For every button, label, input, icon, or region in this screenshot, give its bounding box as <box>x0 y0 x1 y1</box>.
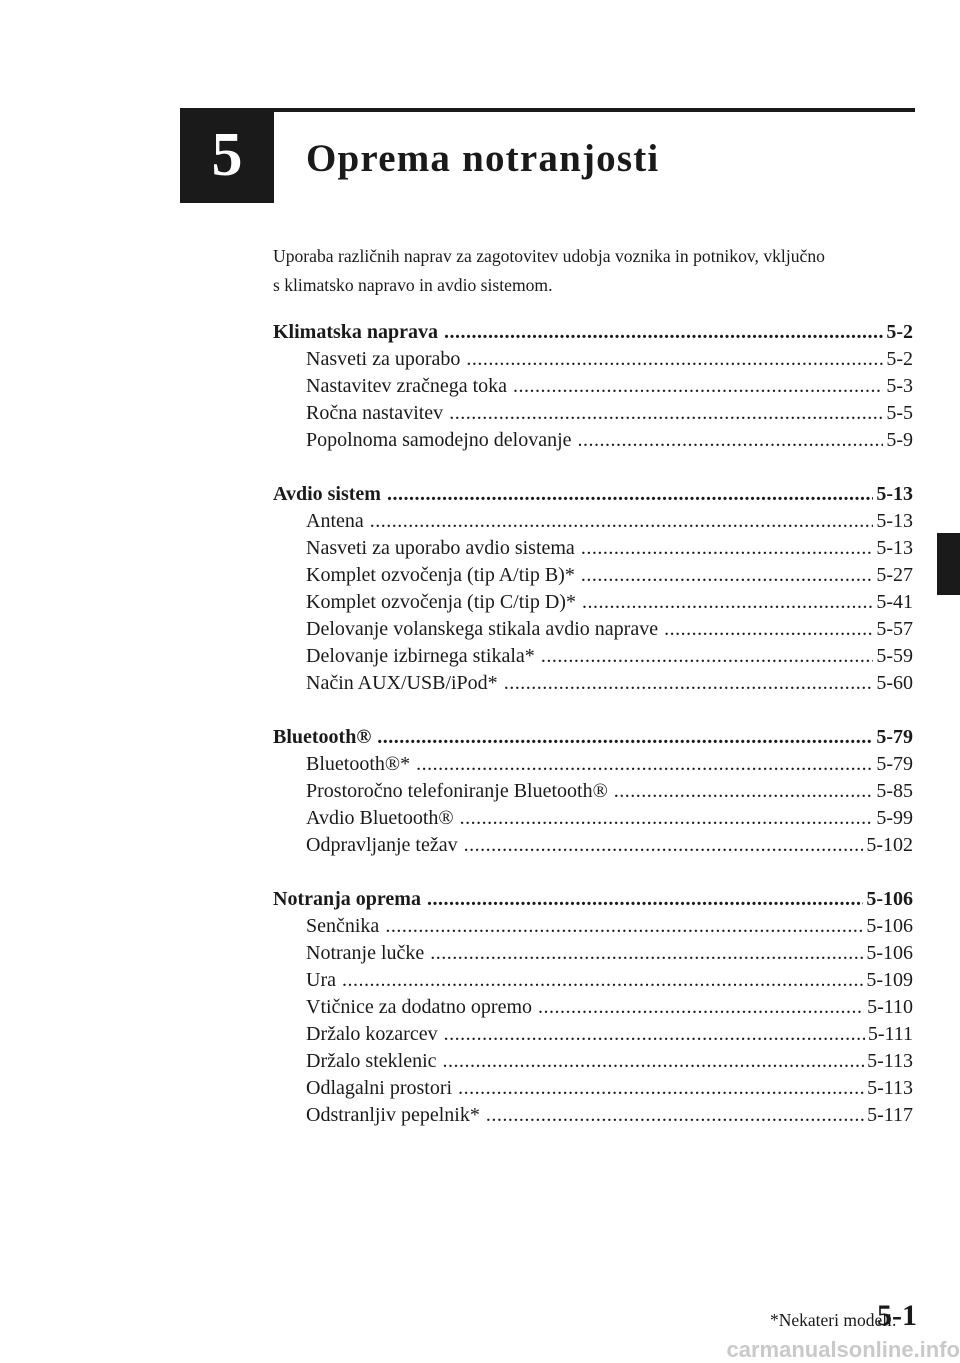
toc-entry[interactable] <box>273 967 913 994</box>
toc-leader-dots <box>538 994 864 1021</box>
toc-entry-label: Odlagalni prostori <box>306 1077 453 1099</box>
toc-entry[interactable] <box>273 670 913 697</box>
toc-page-number: 5-2 <box>886 348 913 370</box>
toc-leader-dots <box>430 940 863 967</box>
toc-entry[interactable] <box>273 832 913 859</box>
toc-entry-label: Način AUX/USB/iPod* <box>306 672 498 694</box>
toc-page-number: 5-99 <box>876 807 913 829</box>
toc-leader-dots <box>444 319 883 346</box>
toc-page-number: 5-59 <box>876 645 913 667</box>
toc-leader-dots <box>581 562 873 589</box>
toc-leader-dots <box>464 832 864 859</box>
toc-leader-dots <box>443 1048 865 1075</box>
toc-entry[interactable] <box>273 616 913 643</box>
toc-entry-label: Nastavitev zračnega toka <box>306 375 508 397</box>
toc-entry[interactable] <box>273 589 913 616</box>
chapter-title: Oprema notranjosti <box>306 137 660 180</box>
toc-page-number: 5-9 <box>886 429 913 451</box>
chapter-header-rule <box>180 108 915 112</box>
footnote: *Nekateri modeli. <box>770 1310 897 1330</box>
toc-page-number: 5-13 <box>876 537 913 559</box>
toc-entry-label: Nasveti za uporabo <box>306 348 461 370</box>
toc-page-number: 5-27 <box>876 564 913 586</box>
toc-page-number: 5-106 <box>866 915 913 937</box>
toc-leader-dots <box>416 751 873 778</box>
chapter-intro-line-2: s klimatsko napravo in avdio sistemom. <box>273 275 553 295</box>
toc-entry[interactable] <box>273 994 913 1021</box>
toc-entry[interactable] <box>273 1075 913 1102</box>
toc-section-klimatska-naprava <box>273 319 913 454</box>
toc-leader-dots <box>387 481 873 508</box>
chapter-number: 5 <box>211 121 243 189</box>
toc-heading-label: Avdio sistem <box>273 483 381 505</box>
toc-entry[interactable] <box>273 778 913 805</box>
toc-page-number: 5-117 <box>867 1104 913 1126</box>
toc-heading-label: Bluetooth® <box>273 726 372 748</box>
toc-page-number: 5-79 <box>876 726 913 748</box>
toc-heading-notranja-oprema[interactable] <box>273 886 913 913</box>
toc-leader-dots <box>578 427 884 454</box>
toc-leader-dots <box>458 1075 864 1102</box>
toc-leader-dots <box>427 886 863 913</box>
toc-page-number: 5-5 <box>886 402 913 424</box>
toc-entry-label: Ura <box>306 969 336 991</box>
toc-leader-dots <box>449 400 883 427</box>
watermark: carmanualsonline.info <box>726 1337 960 1362</box>
chapter-intro-line-1: Uporaba različnih naprav za zagotovitev udobja voznika in potnikov, vključno <box>273 246 825 266</box>
toc-page-number: 5-111 <box>867 1023 913 1045</box>
page-number: 5-1 <box>877 1299 917 1332</box>
toc-entry-label: Bluetooth®* <box>306 753 411 775</box>
toc-leader-dots <box>466 346 883 373</box>
toc-entry-label: Nasveti za uporabo avdio sistema <box>306 537 575 559</box>
toc-entry[interactable] <box>273 643 913 670</box>
toc-entry[interactable] <box>273 373 913 400</box>
toc-page-number: 5-2 <box>886 321 913 343</box>
toc-entry-label: Prostoročno telefoniranje Bluetooth® <box>306 780 608 802</box>
toc-entry-label: Senčnika <box>306 915 380 937</box>
toc-page-number: 5-113 <box>867 1050 913 1072</box>
toc-page-number: 5-109 <box>866 969 913 991</box>
chapter-intro <box>273 242 923 300</box>
toc-section-avdio-sistem <box>273 481 913 697</box>
chapter-thumb-tab <box>937 533 960 595</box>
toc-heading-klimatska-naprava[interactable] <box>273 319 913 346</box>
toc-entry[interactable] <box>273 400 913 427</box>
toc-section-bluetooth <box>273 724 913 859</box>
toc-entry-label: Držalo steklenic <box>306 1050 437 1072</box>
toc-leader-dots <box>582 589 873 616</box>
toc-page-number: 5-13 <box>876 483 913 505</box>
toc-page-number: 5-102 <box>866 834 913 856</box>
toc-page-number: 5-60 <box>876 672 913 694</box>
toc-heading-label: Notranja oprema <box>273 888 421 910</box>
toc-leader-dots <box>342 967 863 994</box>
toc-entry[interactable] <box>273 751 913 778</box>
toc-leader-dots <box>370 508 874 535</box>
toc-page-number: 5-57 <box>876 618 913 640</box>
toc-heading-bluetooth[interactable] <box>273 724 913 751</box>
toc-page-number: 5-79 <box>876 753 913 775</box>
toc-entry[interactable] <box>273 1048 913 1075</box>
toc-page-number: 5-113 <box>867 1077 913 1099</box>
toc-entry[interactable] <box>273 508 913 535</box>
toc-leader-dots <box>664 616 873 643</box>
toc-section-notranja-oprema <box>273 886 913 1129</box>
toc-entry[interactable] <box>273 913 913 940</box>
toc-leader-dots <box>377 724 873 751</box>
toc-page-number: 5-41 <box>876 591 913 613</box>
toc-leader-dots <box>513 373 883 400</box>
toc-entry[interactable] <box>273 940 913 967</box>
toc-entry-label: Držalo kozarcev <box>306 1023 438 1045</box>
toc-heading-label: Klimatska naprava <box>273 321 439 343</box>
toc-page-number: 5-13 <box>876 510 913 532</box>
toc-entry-label: Delovanje volanskega stikala avdio naprave <box>306 618 659 640</box>
toc-entry[interactable] <box>273 346 913 373</box>
toc-entry[interactable] <box>273 535 913 562</box>
toc-entry[interactable] <box>273 1021 913 1048</box>
chapter-number-badge <box>180 108 274 203</box>
toc-leader-dots <box>486 1102 864 1129</box>
table-of-contents <box>273 319 913 1156</box>
toc-entry[interactable] <box>273 562 913 589</box>
toc-page-number: 5-106 <box>866 888 913 910</box>
toc-page-number: 5-110 <box>867 996 913 1018</box>
toc-leader-dots <box>444 1021 865 1048</box>
toc-leader-dots <box>460 805 874 832</box>
toc-entry-label: Komplet ozvočenja (tip C/tip D)* <box>306 591 576 613</box>
toc-entry-label: Odpravljanje težav <box>306 834 458 856</box>
toc-leader-dots <box>581 535 874 562</box>
toc-leader-dots <box>385 913 863 940</box>
toc-entry[interactable] <box>273 1102 913 1129</box>
toc-entry-label: Ročna nastavitev <box>306 402 444 424</box>
toc-page-number: 5-106 <box>866 942 913 964</box>
toc-entry[interactable] <box>273 427 913 454</box>
toc-heading-avdio-sistem[interactable] <box>273 481 913 508</box>
toc-entry-label: Avdio Bluetooth® <box>306 807 454 829</box>
toc-page-number: 5-85 <box>876 780 913 802</box>
toc-leader-dots <box>504 670 874 697</box>
toc-leader-dots <box>541 643 874 670</box>
toc-page-number: 5-3 <box>886 375 913 397</box>
toc-entry-label: Komplet ozvočenja (tip A/tip B)* <box>306 564 575 586</box>
toc-entry-label: Delovanje izbirnega stikala* <box>306 645 535 667</box>
toc-entry-label: Popolnoma samodejno delovanje <box>306 429 572 451</box>
toc-entry[interactable] <box>273 805 913 832</box>
toc-entry-label: Notranje lučke <box>306 942 425 964</box>
toc-leader-dots <box>614 778 874 805</box>
toc-entry-label: Antena <box>306 510 364 532</box>
toc-entry-label: Odstranljiv pepelnik* <box>306 1104 480 1126</box>
toc-entry-label: Vtičnice za dodatno opremo <box>306 996 533 1018</box>
